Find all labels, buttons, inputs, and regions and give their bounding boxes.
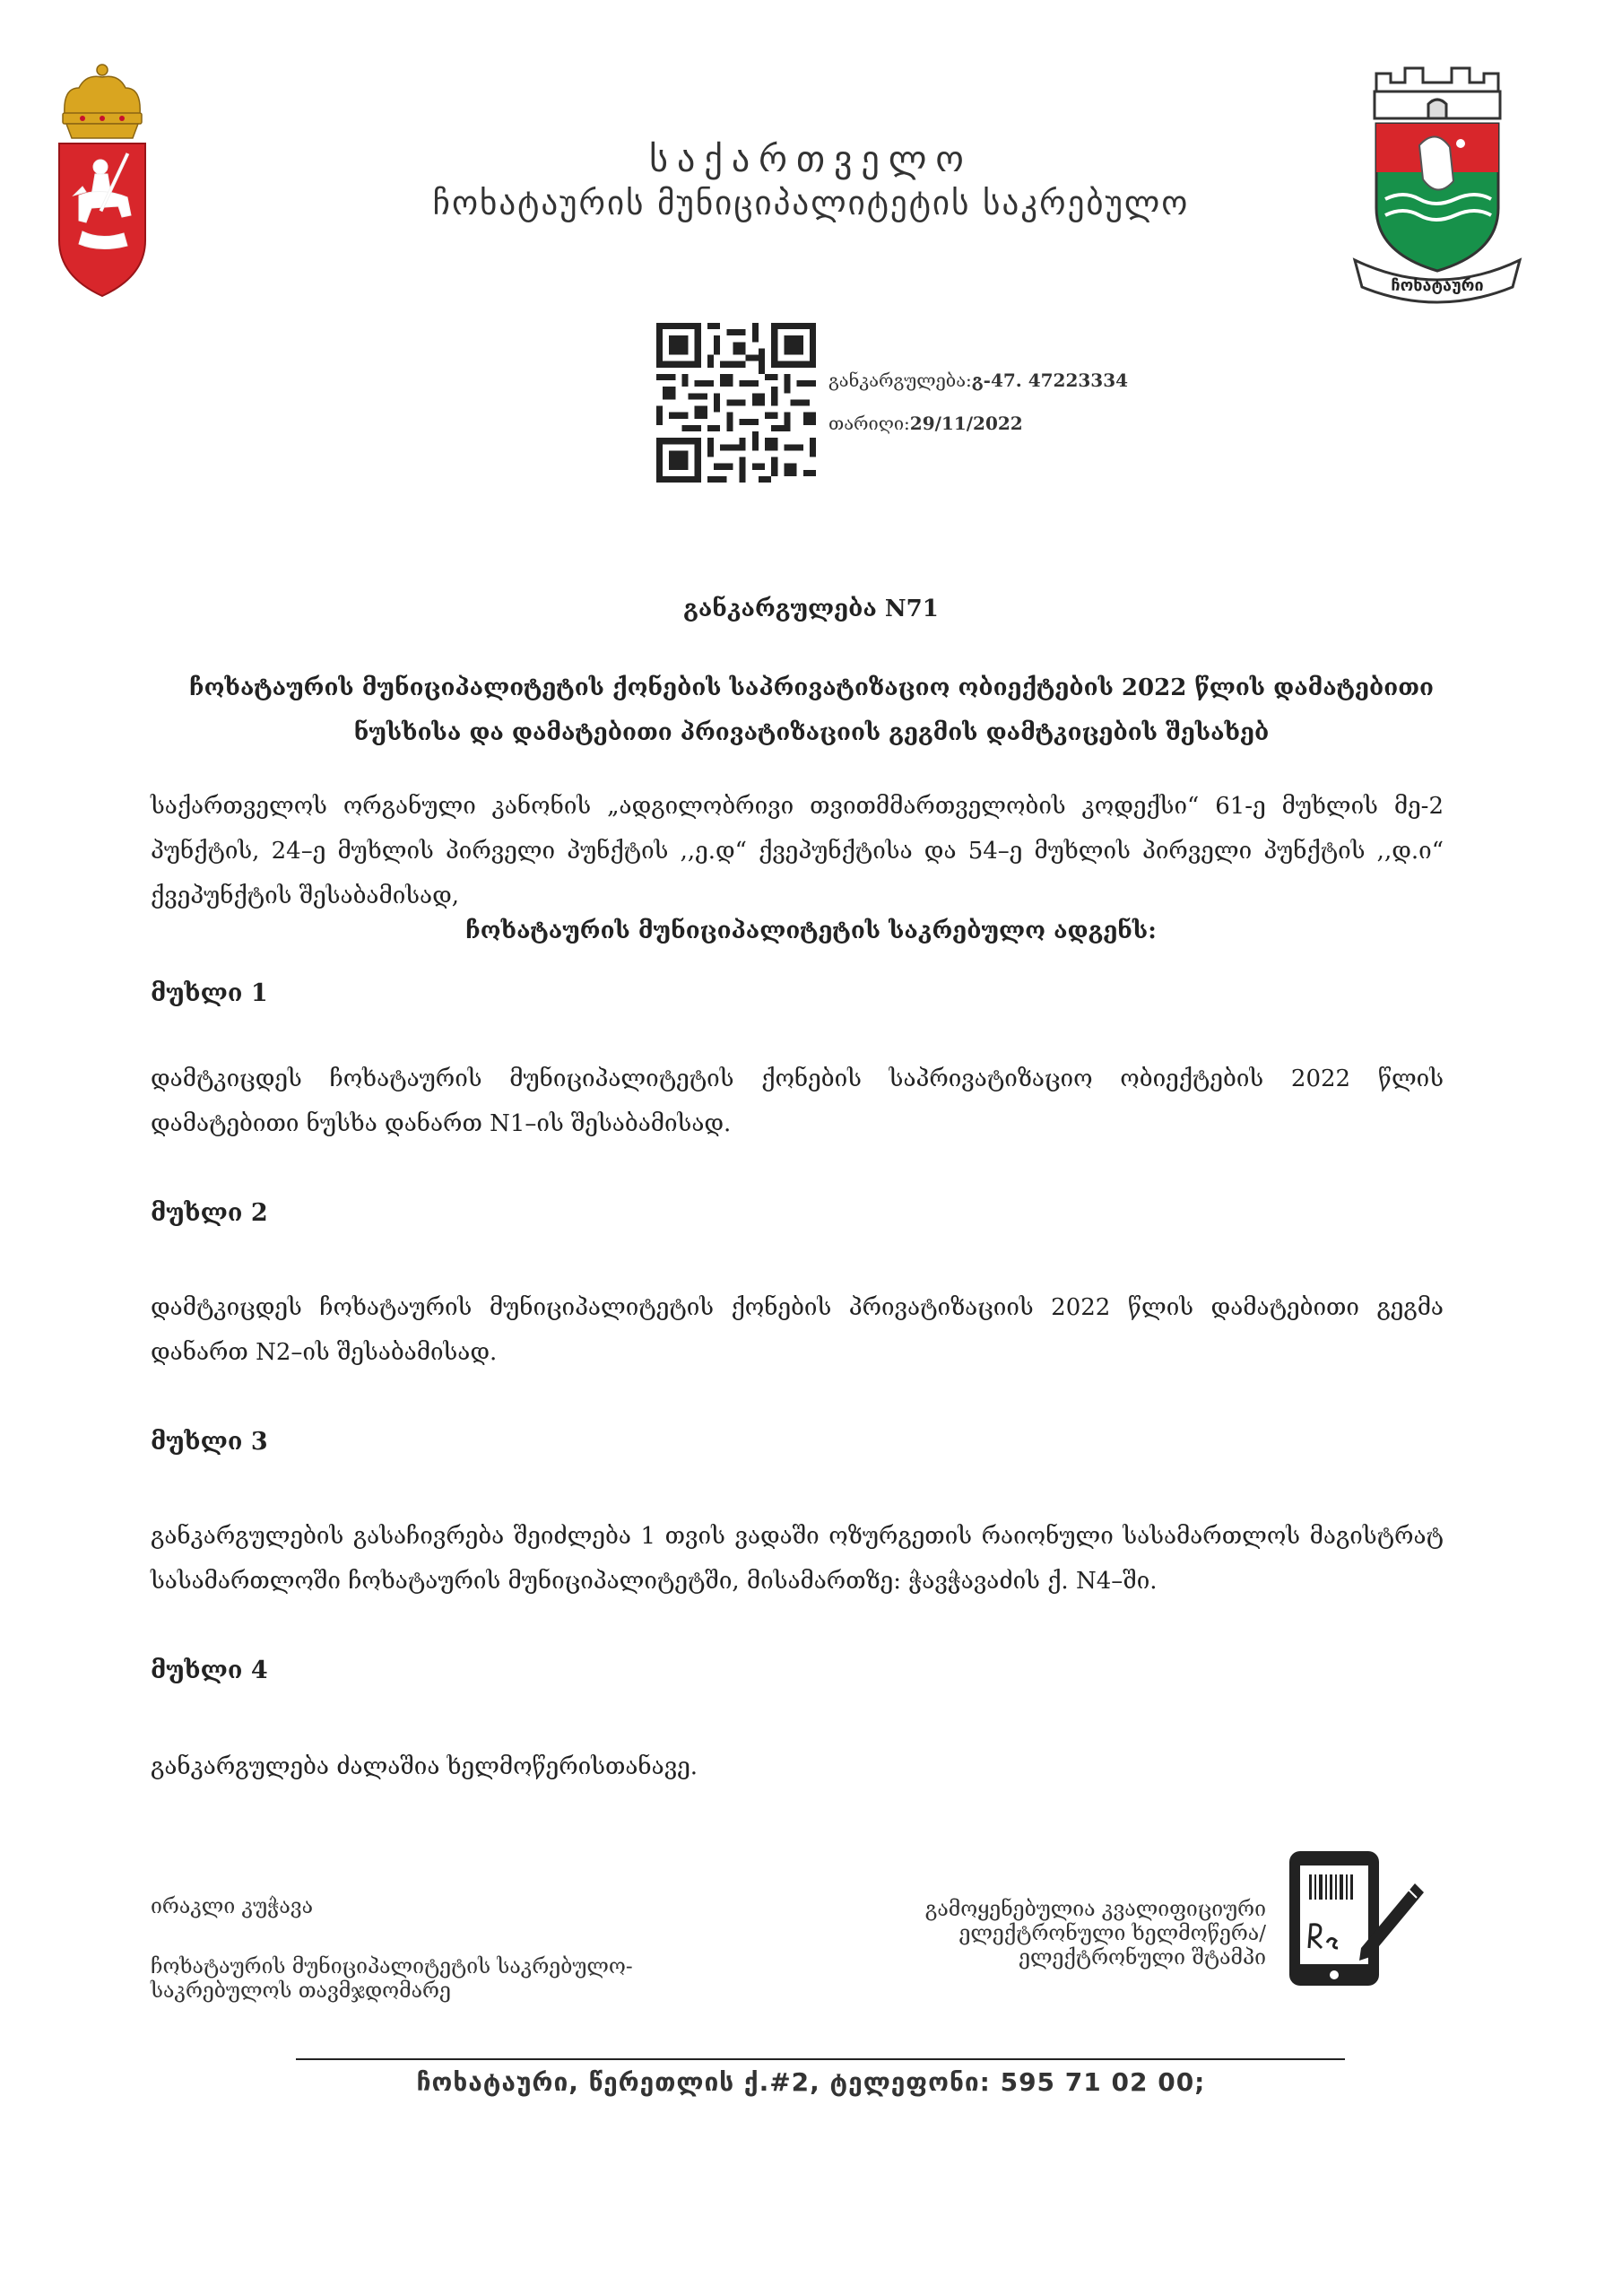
article-2-heading: მუხლი 2 (151, 1199, 268, 1227)
emblem-ribbon-text: ჩოხატაური (1391, 276, 1484, 295)
article-4-text: განკარგულება ძალაშია ხელმოწერისთანავე. (151, 1753, 698, 1780)
footer-address: ჩოხატაური, წერეთლის ქ.#2, ტელეფონი: 595 71 02 00; (416, 2067, 1206, 2097)
qr-code-icon (656, 323, 816, 483)
e-signature-note-line2: ელექტრონული ხელმოწერა/ (958, 1922, 1266, 1945)
article-3-text: განკარგულების გასაჩივრება შეიძლება 1 თვის ვადაში ოზურგეთის რაიონული სასამართლოს მაგისტრატ სასამართლოში ჩოხატაურის მუნიციპალიტეტში, მისამართზე: ჭავჭავაძის ქ. N4–ში. (151, 1523, 1444, 1595)
signatory-name: ირაკლი კუჭავა (151, 1895, 314, 1918)
signatory-position-line1: ჩოხატაურის მუნიციპალიტეტის საკრებულო- (151, 1955, 633, 1979)
order-date-line (828, 413, 1023, 434)
council-title: ჩოხატაურის მუნიციპალიტეტის საკრებულო (432, 184, 1190, 222)
e-signature-note-line1: გამოყენებულია კვალიფიციური (924, 1898, 1266, 1921)
e-signature-note-line3: ელექტრონული შტამპი (1019, 1946, 1266, 1970)
article-4-heading: მუხლი 4 (151, 1657, 268, 1684)
article-2-text: დამტკიცდეს ჩოხატაურის მუნიციპალიტეტის ქონების პრივატიზაციის 2022 წლის დამატებითი გეგმა დანართ N2–ის შესაბამისად. (151, 1294, 1444, 1366)
preamble-paragraph: საქართველოს ორგანული კანონის „ადგილობრივი თვითმმართველობის კოდექსი“ 61-ე მუხლის მე-2 პუნქტის, 24–ე მუხლის პირველი პუნქტის ,,ე.დ“ ქვეპუნქტისა და 54–ე მუხლის პირველი პუნქტის ,,დ.ი“ ქვეპუნქტის შესაბამისად, (151, 793, 1444, 909)
order-number-value: გ-47. 47223334 (971, 370, 1129, 391)
e-signature-device-icon (1282, 1848, 1426, 1991)
decision-line: ჩოხატაურის მუნიციპალიტეტის საკრებულო ადგენს: (465, 918, 1157, 944)
document-subject: ჩოხატაურის მუნიციპალიტეტის ქონების საპრივატიზაციო ობიექტების 2022 წლის დამატებითი ნუსხისა და დამატებითი პრივატიზაციის გეგმის დამტკიცების შესახებ (189, 674, 1434, 746)
order-number-label: განკარგულება: (828, 370, 972, 391)
order-date-value: 29/11/2022 (909, 413, 1023, 434)
article-1-text: დამტკიცდეს ჩოხატაურის მუნიციპალიტეტის ქონების საპრივატიზაციო ობიექტების 2022 წლის დამატებითი ნუსხა დანართ N1–ის შესაბამისად. (151, 1065, 1444, 1137)
article-3-heading: მუხლი 3 (151, 1428, 268, 1456)
country-title: საქართველო (649, 139, 973, 180)
signatory-position-line2: საკრებულოს თავმჯდომარე (151, 1979, 451, 2003)
order-date-label: თარიღი: (828, 413, 910, 434)
document-title: განკარგულება N71 (683, 596, 939, 622)
order-number-line (828, 370, 1128, 391)
article-1-heading: მუხლი 1 (151, 979, 268, 1007)
footer-divider (296, 2058, 1345, 2060)
